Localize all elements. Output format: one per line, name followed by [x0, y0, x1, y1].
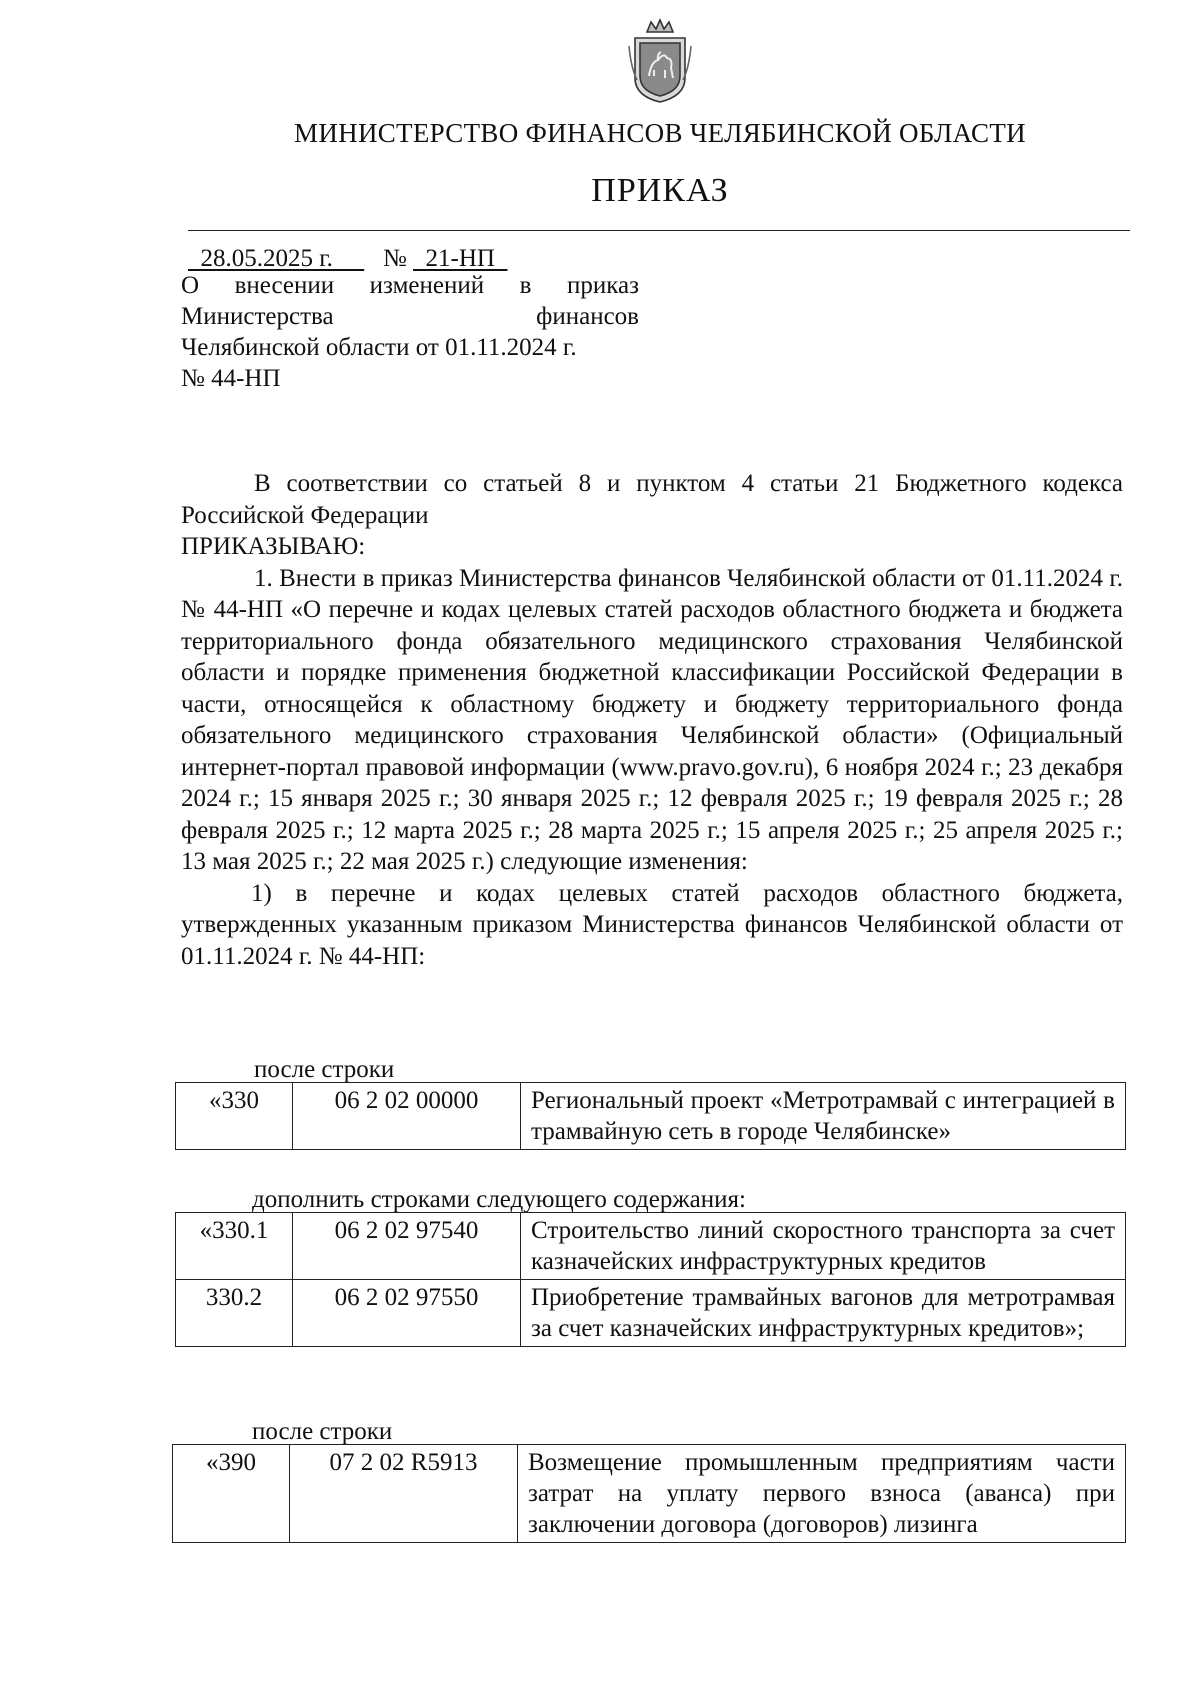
subject-line: О внесении изменений в приказ [181, 272, 639, 299]
row-name: Строительство линий скоростного транспорта за счет казначейских инфраструктурных кредитов [521, 1213, 1126, 1280]
item-1-paragraph: 1. Внести в приказ Министерства финансов Челябинской области от 01.11.2024 г. № 44-НП «О перечне и кодах целевых статей расходов областного бюджета и бюджета территориального фонда обязательного медицинского страхования Челябинской области и порядке применения бюджетной классификации Российской Федерации в части, относящейся к областному бюджету и бюджету территориального фонда обязательного медицинского страхования Челябинской области» (Официальный интернет-портал правовой информации (www.pravo.gov.ru), 6 ноября 2024 г.; 23 декабря 2024 г.; 15 января 2025 г.; 30 января 2025 г.; 12 февраля 2025 г.; 19 февраля 2025 г.; 28 февраля 2025 г.; 12 марта 2025 г.; 28 марта 2025 г.; 15 апреля 2025 г.; 25 апреля 2025 г.; 13 мая 2025 г.; 22 мая 2025 г.) следующие изменения: [181, 564, 1123, 875]
date-number-line [188, 245, 507, 273]
row-code: 06 2 02 97540 [293, 1213, 521, 1280]
row-name: Приобретение трамвайных вагонов для метротрамвая за счет казначейских инфраструктурных кредитов»; [521, 1280, 1126, 1347]
row-name: Региональный проект «Метротрамвай с интеграцией в трамвайную сеть в городе Челябинске» [521, 1083, 1126, 1150]
after-row-label: после строки [252, 1418, 393, 1445]
order-subject [181, 270, 639, 394]
order-body [181, 468, 1123, 972]
subject-line: № 44-НП [181, 365, 281, 392]
row-code: 06 2 02 00000 [293, 1083, 521, 1150]
order-number: 21-НП [425, 245, 495, 272]
order-date: 28.05.2025 г. [200, 245, 333, 272]
row-code: 07 2 02 R5913 [290, 1445, 518, 1543]
table-row [176, 1280, 1126, 1347]
row-number: «330 [176, 1083, 293, 1150]
ministry-name: МИНИСТЕРСТВО ФИНАНСОВ ЧЕЛЯБИНСКОЙ ОБЛАСТИ [294, 118, 1026, 148]
order-word: ПРИКАЗЫВАЮ: [181, 533, 366, 560]
after-row-label: после строки [254, 1056, 395, 1083]
row-number: 330.2 [176, 1280, 293, 1347]
header-divider [188, 230, 1130, 231]
chelyabinsk-coat-of-arms-icon [627, 18, 693, 104]
row-code: 06 2 02 97550 [293, 1280, 521, 1347]
document-type-title: ПРИКАЗ [591, 172, 729, 209]
table-added-rows [175, 1212, 1126, 1347]
add-rows-label: дополнить строками следующего содержания: [252, 1186, 746, 1213]
row-number: «390 [173, 1445, 290, 1543]
row-name: Возмещение промышленным предприятиям части затрат на уплату первого взноса (аванса) при заключении договора (договоров) лизинга [518, 1445, 1126, 1543]
row-number: «330.1 [176, 1213, 293, 1280]
table-existing-row-330 [175, 1082, 1126, 1150]
basis-paragraph: В соответствии со статьей 8 и пунктом 4 статьи 21 Бюджетного кодекса Российской Федерации [181, 470, 1123, 529]
table-row [176, 1083, 1126, 1150]
table-row [173, 1445, 1126, 1543]
table-existing-row-390 [172, 1444, 1126, 1543]
subitem-1-paragraph: 1) в перечне и кодах целевых статей расходов областного бюджета, утвержденных указанным приказом Министерства финансов Челябинской области от 01.11.2024 г. № 44-НП: [181, 879, 1123, 970]
number-sign: № [382, 245, 407, 272]
table-row [176, 1213, 1126, 1280]
subject-line: Министерства финансов [181, 303, 639, 330]
subject-line: Челябинской области от 01.11.2024 г. [181, 334, 577, 361]
